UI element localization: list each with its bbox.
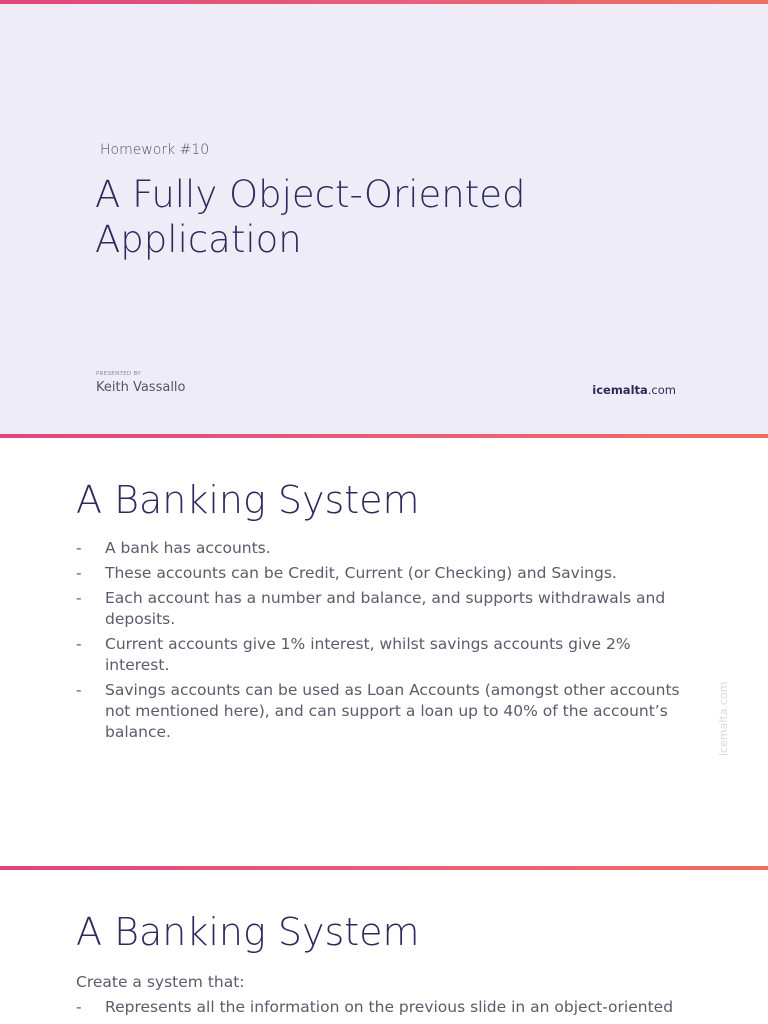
list-item-text: Each account has a number and balance, and supports withdrawals and deposits. — [105, 589, 666, 628]
list-item — [76, 538, 696, 559]
list-item — [76, 634, 696, 676]
slide-kicker: Homework #10 — [100, 142, 210, 158]
brand-logo-suffix: .com — [647, 383, 676, 397]
bullet-dash-icon: - — [76, 998, 82, 1016]
list-item-text: Current accounts give 1% interest, whilst savings accounts give 2% interest. — [105, 635, 631, 674]
bullet-dash-icon: - — [76, 564, 82, 582]
brand-logo — [592, 383, 676, 397]
list-item-text: These accounts can be Credit, Current (or Checking) and Savings. — [105, 564, 617, 582]
list-item — [76, 563, 696, 584]
content-slide-banking-system-task — [0, 870, 768, 1024]
list-item-text: Savings accounts can be used as Loan Accounts (amongst other accounts not mentioned here), and can support a loan up to 40% of the account’s balance. — [105, 681, 680, 741]
bullet-list — [76, 997, 696, 1022]
brand-logo-bold: icemalta — [592, 383, 648, 397]
slide-heading: A Banking System — [76, 910, 420, 954]
list-item — [76, 680, 696, 743]
presenter-name: Keith Vassallo — [96, 380, 186, 395]
slide-title-line-2: Application — [95, 218, 302, 261]
list-item — [76, 997, 696, 1018]
slide-heading: A Banking System — [76, 478, 420, 522]
list-item-text: Represents all the information on the previous slide in an object-oriented — [105, 998, 674, 1016]
brand-watermark: icemalta.com — [717, 681, 730, 756]
bullet-dash-icon: - — [76, 681, 82, 699]
list-item-text: A bank has accounts. — [105, 539, 271, 557]
slide-intro-text: Create a system that: — [76, 973, 245, 991]
bullet-list — [76, 538, 696, 747]
slide-title — [95, 172, 615, 262]
title-slide — [0, 4, 768, 434]
list-item — [76, 588, 696, 630]
presented-by-label: PRESENTED BY — [96, 371, 141, 377]
bullet-dash-icon: - — [76, 635, 82, 653]
bullet-dash-icon: - — [76, 539, 82, 557]
slide-title-line-1: A Fully Object-Oriented — [95, 173, 526, 216]
bullet-dash-icon: - — [76, 589, 82, 607]
content-slide-banking-system — [0, 438, 768, 866]
